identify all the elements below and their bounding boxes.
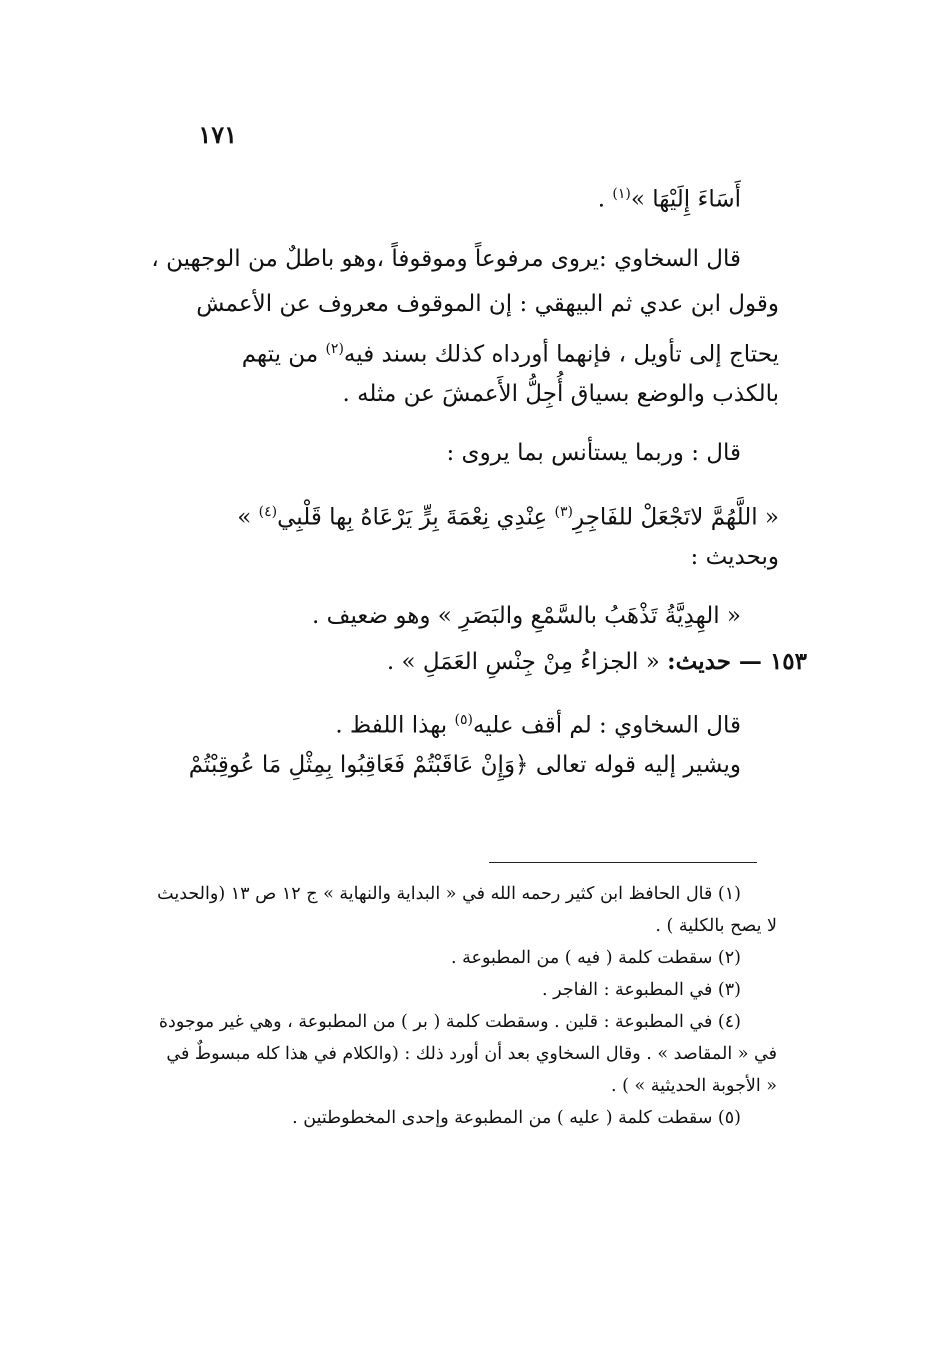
footnote-ref: (١) — [612, 186, 631, 202]
hadith-heading — [189, 639, 807, 684]
footnotes — [157, 878, 777, 1134]
text-fragment: — — [730, 648, 770, 675]
text-fragment: من يتهم — [241, 341, 326, 368]
main-text — [151, 172, 807, 788]
text-line — [189, 172, 779, 217]
text-line — [189, 327, 779, 372]
text-line: وقول ابن عدي ثم البيهقي : إن الموقوف معروف عن الأعمش — [196, 291, 779, 317]
text-line: وبحديث : — [690, 544, 779, 570]
text-line: بالكذب والوضع بسياق أُجِلُّ الأَعمشَ عن مثله . — [342, 381, 779, 407]
text-line: ويشير إليه قوله تعالى ﴿وَإِنْ عَاقَبْتُمْ فَعَاقِبُوا بِمِثْلِ مَا عُوقِبْتُمْ — [188, 752, 741, 778]
text-fragment: قال السخاوي : لم أقف عليه — [472, 712, 741, 739]
text-fragment: يحتاج إلى تأويل ، فإنهما أورداه كذلك بسند فيه — [343, 341, 779, 368]
text-line: « الهِدِيَّةُ تَذْهَبُ بالسَّمْعِ والبَصَرِ » وهو ضعيف . — [312, 603, 741, 629]
spacer — [189, 417, 779, 431]
text-fragment: « الجزاءُ مِنْ جِنْسِ العَمَلِ » . — [386, 649, 668, 675]
text-line — [189, 698, 779, 743]
text-fragment: . — [597, 186, 613, 213]
footnote-line: (٥) سقطت كلمة ( عليه ) من المطبوعة وإحدى المخطوطتين . — [292, 1108, 741, 1128]
spacer — [189, 476, 779, 490]
text-fragment: « اللَّهُمَّ لاتَجْعَلْ للفَاجِرِ — [573, 504, 779, 531]
footnote-ref: (٥) — [454, 712, 473, 728]
footnote-line: لا يصح بالكلية ) . — [655, 916, 777, 936]
hadith-number: ١٥٣ — [769, 648, 807, 675]
footnote-ref: (٤) — [258, 504, 278, 520]
footnote-line: (٢) سقطت كلمة ( فيه ) من المطبوعة . — [451, 948, 741, 968]
text-fragment: عِنْدِي نِعْمَةَ بِرٍّ يَرْعَاهُ بِها قَلْبِي — [277, 504, 555, 531]
text-line — [189, 490, 779, 535]
spacer — [189, 217, 779, 237]
page-number: ١٧١ — [198, 120, 237, 149]
footnote-divider — [489, 862, 757, 863]
text-line: قال : وربما يستأنس بما يروى : — [446, 440, 741, 466]
footnote-line: (٣) في المطبوعة : الفاجر . — [542, 980, 741, 1000]
text-fragment: أَسَاءَ إِلَيْهَا » — [630, 186, 741, 213]
footnote-line: (١) قال الحافظ ابن كثير رحمه الله في « البداية والنهاية » ج ١٢ ص ١٣ (والحديث — [157, 884, 741, 904]
spacer — [189, 684, 779, 698]
footnote-line: (٤) في المطبوعة : قلين . وسقطت كلمة ( بر ) من المطبوعة ، وهي غير موجودة — [158, 1012, 741, 1032]
text-fragment: بهذا اللفظ . — [335, 712, 455, 739]
footnote-line: في « المقاصد » . وقال السخاوي بعد أن أورد ذلك : (والكلام في هذا كله مبسوطٌ في — [166, 1044, 777, 1064]
footnote-ref: (٢) — [325, 341, 344, 357]
hadith-label: حديث: — [667, 648, 731, 675]
footnote-ref: (٣) — [554, 504, 574, 520]
spacer — [189, 580, 779, 594]
text-line: قال السخاوي :يروى مرفوعاً وموقوفاً ،وهو باطلٌ من الوجهين ، — [151, 246, 741, 272]
footnote-line: « الأجوبة الحديثية » ) . — [610, 1076, 777, 1096]
text-fragment: » — [237, 504, 259, 531]
